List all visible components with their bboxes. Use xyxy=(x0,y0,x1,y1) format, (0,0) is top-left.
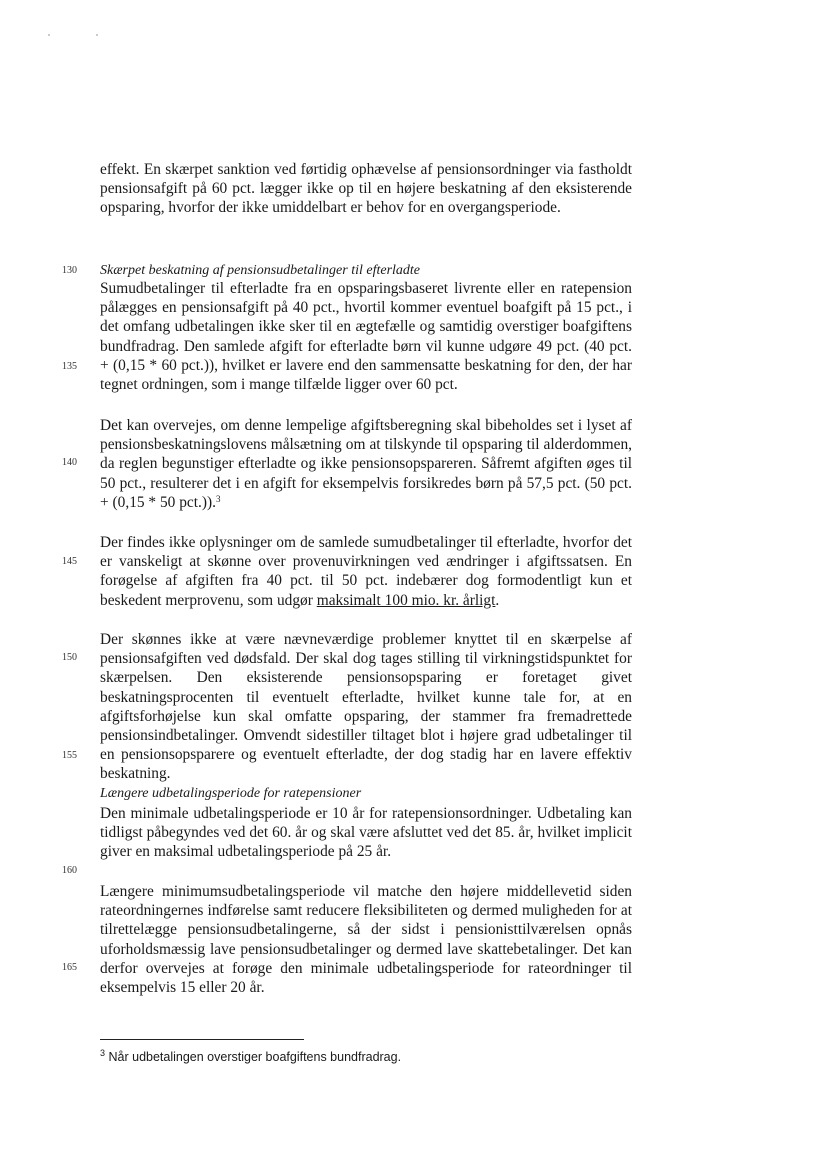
line-number-140: 140 xyxy=(62,457,77,468)
section-heading-ratepensioner: Længere udbetalingsperiode for ratepensioner xyxy=(100,786,362,801)
footnote-marker: 3 xyxy=(100,1048,106,1058)
footnote-text: Når udbetalingen overstiger boafgiftens bundfradrag. xyxy=(108,1050,402,1064)
paragraph-lempelige-afgift: Det kan overvejes, om denne lempelige afgiftsberegning skal bibeholdes set i lyset af pensionsbeskatningslovens målsætning om at tilskynde til opsparing til alderdommen, da reglen begunstiger efterladte og ikke pensionsopspareren. Såfremt afgiften øges til 50 pct., resulterer det i en afgift for eksempelvis forsikredes børn på 57,5 pct. (50 pct. + (0,15 * 50 pct.)).$^3$ xyxy=(100,417,632,511)
scan-speck xyxy=(96,34,98,36)
line-number-130: 130 xyxy=(62,265,77,276)
line-number-160: 160 xyxy=(62,865,77,876)
line-number-150: 150 xyxy=(62,652,77,663)
scan-speck xyxy=(48,34,50,36)
paragraph-skaerpelse: Der skønnes ikke at være nævneværdige problemer knyttet til en skærpelse af pensionsafgiften ved dødsfald. Der skal dog tages stilling til virkningstidspunktet for skærpelsen. Den eksisterende pensionsopsparing er foretaget givet beskatningsprocenten til eventuelt efterladte, hvilket kunne tale for, at en afgiftsforhøjelse kun skal omfatte opsparing, der stammer fra fremadrettede pensionsindbetalinger. Omvendt sidestiller tiltaget blot i højere grad udbetalinger til en pensionsopsparere og eventuelt efterladte, der dog stadig har en lavere effektiv beskatning. xyxy=(100,631,632,783)
paragraph-minimumsperiode: Længere minimumsudbetalingsperiode vil matche den højere middellevetid siden rateordningernes indførelse samt reducere fleksibiliteten og dermed muligheden for at tilrettelægge pensionsudbetalingerne, så der sidst i pensionisttilværelsen opnås uforholdsmæssig lave pensionsudbetalinger og dermed lave skattebetalinger. Det kan derfor overvejes at forøge den minimale udbetalingsperiode for rateordninger til eksempelvis 15 eller 20 år. xyxy=(100,883,632,997)
paragraph-udbetalingsperiode: Den minimale udbetalingsperiode er 10 år for ratepensionsordninger. Udbetaling kan tidligst påbegyndes ved det 60. år og skal være afsluttet ved det 85. år, hvilket implicit giver en maksimal udbetalingsperiode på 25 år. xyxy=(100,805,632,861)
underlined-amount: maksimalt 100 mio. kr. årligt xyxy=(316,591,496,609)
line-number-165: 165 xyxy=(62,962,77,973)
paragraph-continued: effekt. En skærpet sanktion ved førtidig ophævelse af pensionsordninger via fastholdt pensionsafgift på 60 pct. lægger ikke op til en højere beskatning af den eksisterende opsparing, hvorfor der ikke umiddelbart er behov for en overgangsperiode. xyxy=(100,161,632,217)
footnote-ref: 3 xyxy=(215,493,221,504)
line-number-155: 155 xyxy=(62,750,77,761)
section-heading-efterladte: Skærpet beskatning af pensionsudbetalinger til efterladte xyxy=(100,263,421,278)
footnote-divider xyxy=(100,1039,304,1040)
line-number-145: 145 xyxy=(62,556,77,567)
paragraph-provenu: Der findes ikke oplysninger om de samlede sumudbetalinger til efterladte, hvorfor det er vanskeligt at skønne over provenuvirkningen ved ændringer i afgiftssatsen. En forøgelse af afgiften fra 40 pct. til 50 pct. indebærer dog formodentligt kun et beskedent merprovenu, som udgør maksimalt 100 mio. kr. årligt. xyxy=(100,534,632,609)
paragraph-sumudbetalinger: Sumudbetalinger til efterladte fra en opsparingsbaseret livrente eller en ratepension pålægges en pensionsafgift på 40 pct., hvortil kommer eventuel boafgift på 15 pct., i det omfang udbetalingen ikke sker til en ægtefælle og samtidig overstiger boafgiftens bundfradrag. Den samlede afgift for efterladte børn vil kunne udgøre 49 pct. (40 pct. + (0,15 * 60 pct.)), hvilket er lavere end den sammensatte beskatning for den, der har tegnet ordningen, som i mange tilfælde ligger over 60 pct. xyxy=(100,280,632,394)
line-number-135: 135 xyxy=(62,361,77,372)
footnote xyxy=(100,1049,620,1065)
